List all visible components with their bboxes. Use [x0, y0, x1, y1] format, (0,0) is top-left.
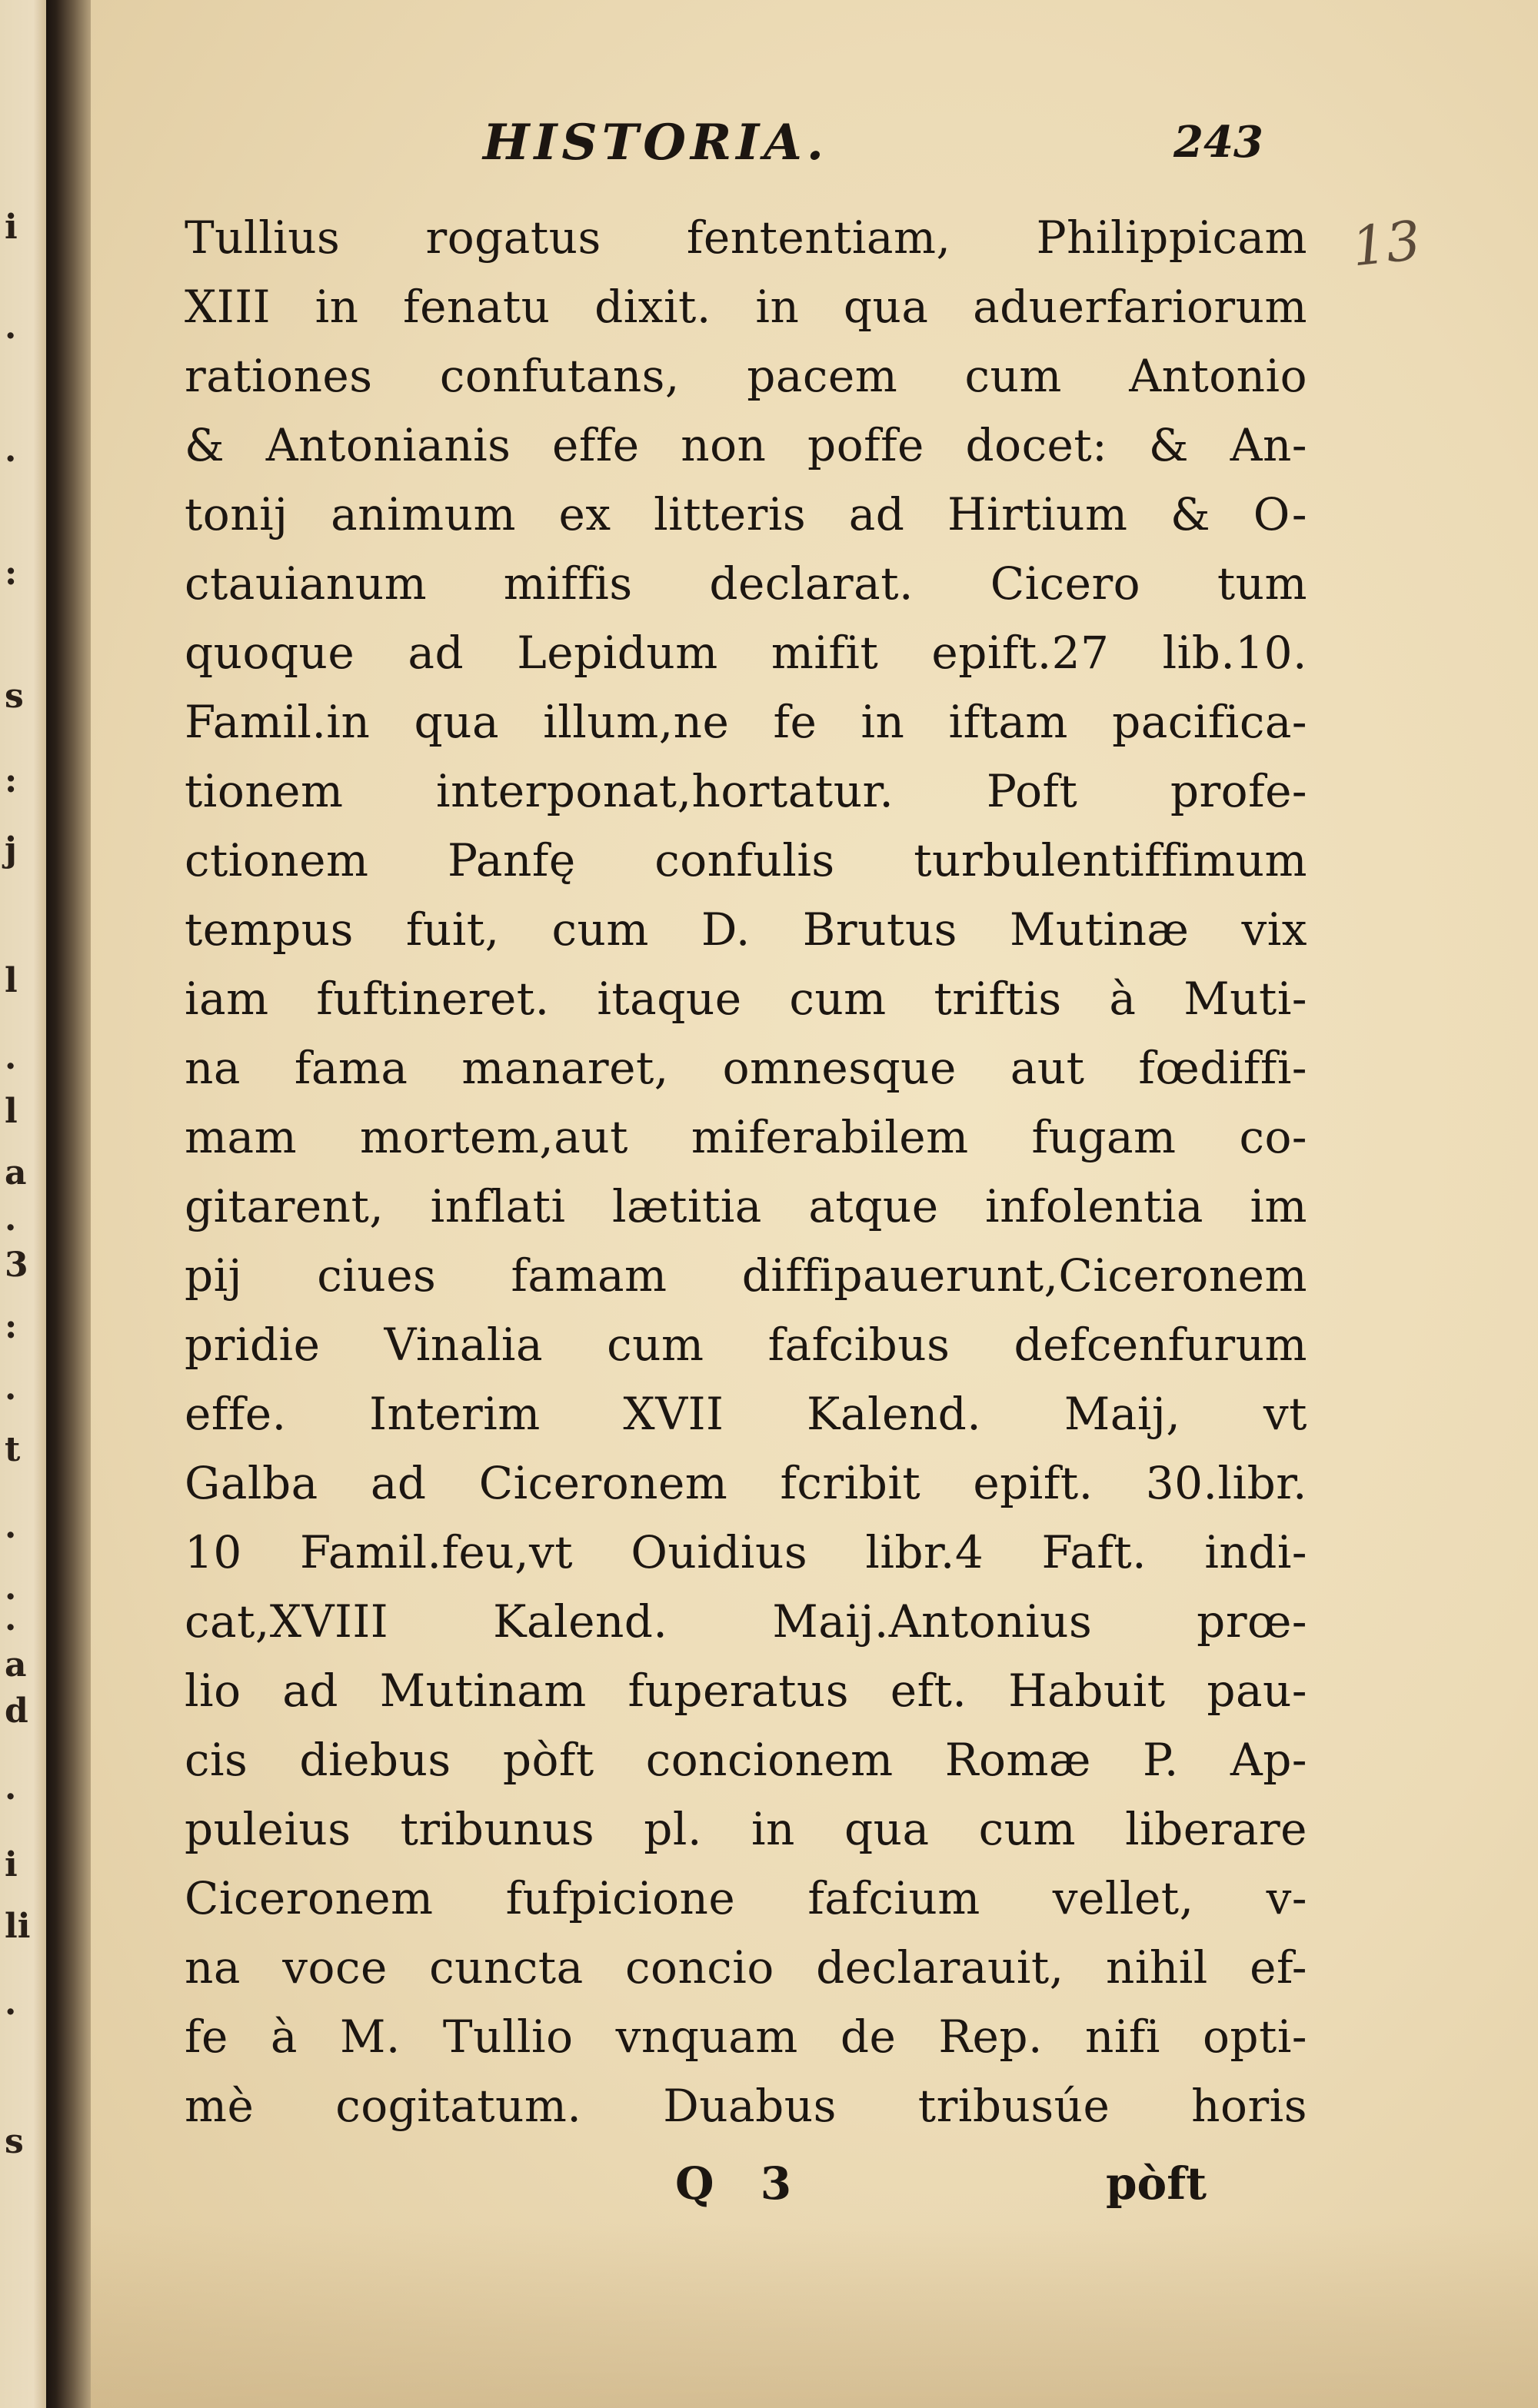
text-line: 10 Famil.feu,vt Ouidius libr.4 Faft. indi- — [185, 1526, 1307, 1578]
text-line: tionem interponat,hortatur. Poft profe- — [185, 765, 1307, 817]
facing-fragment: s — [5, 2122, 24, 2161]
text-line: gitarent, inflati lætitia atque infolentia im — [185, 1180, 1307, 1232]
text-line: quoque ad Lepidum mifit epift.27 lib.10. — [185, 627, 1307, 679]
facing-fragment: 3 — [5, 1246, 28, 1285]
facing-fragment: . — [5, 1768, 17, 1808]
text-line: Tullius rogatus fententiam, Philippicam — [185, 211, 1307, 264]
page-number: 243 — [1173, 117, 1263, 168]
text-line: tonij animum ex litteris ad Hirtium & O- — [185, 488, 1307, 540]
text-line: XIII in fenatu dixit. in qua aduerfariorum — [185, 281, 1307, 333]
facing-page-edge — [0, 0, 48, 2408]
facing-fragment: a — [5, 1153, 27, 1192]
text-line: pridie Vinalia cum fafcibus defcenfurum — [185, 1319, 1307, 1371]
text-line: cis diebus pòft concionem Romæ P. Ap- — [185, 1734, 1307, 1786]
facing-fragment: . — [5, 308, 17, 347]
facing-fragment: d — [5, 1691, 28, 1731]
facing-fragment: . — [5, 431, 17, 470]
text-line: mè cogitatum. Duabus tribusúe horis — [185, 2080, 1307, 2132]
paper-shading — [91, 2223, 1538, 2408]
signature-mark: Q 3 — [675, 2157, 792, 2210]
facing-fragment: a — [5, 1645, 27, 1685]
text-line: na voce cuncta concio declarauit, nihil ef- — [185, 1941, 1307, 1994]
facing-fragment: t — [5, 1430, 21, 1469]
text-line: Famil.in qua illum,ne fe in iftam pacifica- — [185, 696, 1307, 748]
facing-fragment: j — [5, 830, 17, 870]
handwritten-margin-note: 13 — [1348, 208, 1424, 279]
facing-fragment: . — [5, 1038, 17, 1077]
facing-fragment: s — [5, 677, 24, 716]
book-page — [91, 0, 1538, 2408]
facing-fragment: . — [5, 1369, 17, 1408]
text-line: Galba ad Ciceronem fcribit epift. 30.libr. — [185, 1457, 1307, 1509]
text-line: ctauianum miffis declarat. Cicero tum — [185, 557, 1307, 610]
text-line: ctionem Panfę confulis turbulentiffimum — [185, 834, 1307, 886]
text-line: effe. Interim XVII Kalend. Maij, vt — [185, 1388, 1307, 1440]
facing-fragment: . — [5, 1568, 17, 1608]
page-title: HISTORIA. — [483, 114, 829, 171]
text-line: & Antonianis effe non poffe docet: & An- — [185, 419, 1307, 471]
body-text — [185, 203, 1307, 2140]
text-line: tempus fuit, cum D. Brutus Mutinæ vix — [185, 903, 1307, 956]
catchword: pòft — [1106, 2157, 1207, 2210]
text-line: cat,XVIII Kalend. Maij.Antonius prœ- — [185, 1595, 1307, 1648]
text-line: mam mortem,aut miferabilem fugam co- — [185, 1111, 1307, 1163]
page-footer — [91, 2157, 1538, 2227]
facing-page-fragments — [0, 0, 31, 2408]
text-line: lio ad Mutinam fuperatus eft. Habuit pau- — [185, 1665, 1307, 1717]
binding-gutter — [46, 0, 95, 2408]
facing-fragment: . — [5, 1599, 17, 1638]
text-line: rationes confutans, pacem cum Antonio — [185, 350, 1307, 402]
text-line: pij ciues famam diffipauerunt,Ciceronem — [185, 1249, 1307, 1302]
facing-fragment: l — [5, 1092, 18, 1131]
facing-fragment: . — [5, 1199, 17, 1239]
facing-fragment: i — [5, 1845, 18, 1884]
facing-fragment: . — [5, 1507, 17, 1546]
facing-fragment: : — [5, 1307, 18, 1346]
text-line: na fama manaret, omnesque aut fœdiffi- — [185, 1042, 1307, 1094]
text-line: puleius tribunus pl. in qua cum liberare — [185, 1803, 1307, 1855]
running-head — [91, 114, 1538, 183]
text-line: iam fuftineret. itaque cum triftis à Muti- — [185, 973, 1307, 1025]
facing-fragment: i — [5, 208, 18, 247]
facing-fragment: l — [5, 961, 18, 1000]
text-line: Ciceronem fufpicione fafcium vellet, v- — [185, 1872, 1307, 1924]
facing-fragment: : — [5, 554, 18, 593]
facing-fragment: : — [5, 761, 18, 800]
facing-fragment: . — [5, 1984, 17, 2023]
text-line: fe à M. Tullio vnquam de Rep. nifi opti- — [185, 2011, 1307, 2063]
facing-fragment: li — [5, 1907, 31, 1946]
